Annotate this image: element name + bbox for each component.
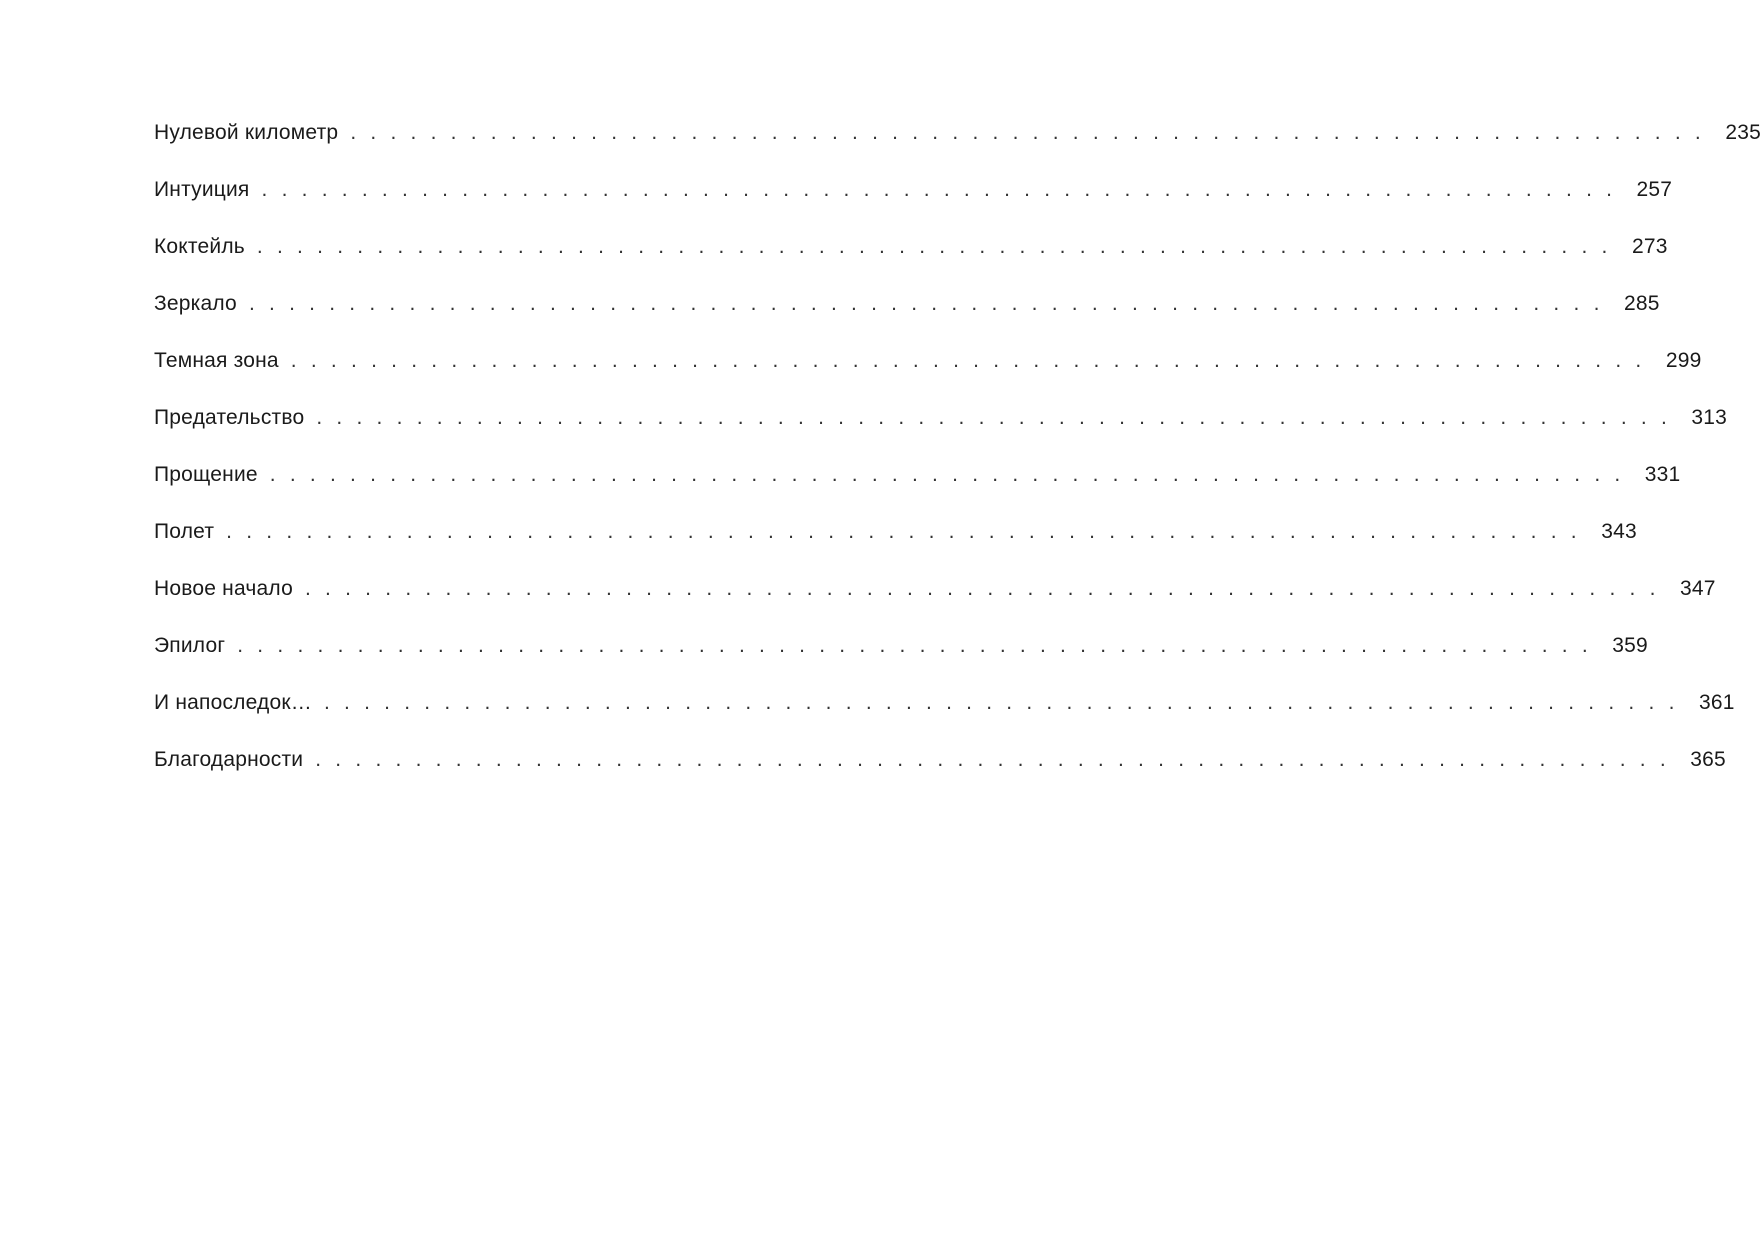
toc-entry-page-number: 359 <box>1612 634 1648 657</box>
toc-entry-page-number: 257 <box>1636 178 1673 201</box>
toc-entry-page-number: 361 <box>1698 691 1735 714</box>
toc-entry <box>154 688 1735 745</box>
toc-entry <box>154 745 1726 802</box>
toc-entry-title: Полет <box>154 520 215 543</box>
toc-entry-page-number: 343 <box>1601 520 1637 543</box>
toc-entry <box>154 631 1648 688</box>
toc-entry <box>154 232 1668 289</box>
toc-entry-page-number: 235 <box>1725 121 1761 144</box>
dot-leader: . . . . . . . . . . . . . . . . . . . . . . . . . . . . . . . . . . . . . . . . . . . . . . . . . . . . . . . . . . . . . . . . . . . . <box>290 349 1646 372</box>
dot-leader: . . . . . . . . . . . . . . . . . . . . . . . . . . . . . . . . . . . . . . . . . . . . . . . . . . . . . . . . . . . . . . . . . . . . <box>261 178 1617 201</box>
toc-entry-title: Нулевой километр <box>154 121 339 144</box>
toc-entry-title: Прощение <box>154 463 258 486</box>
toc-entry-page-number: 331 <box>1644 463 1681 486</box>
toc-entry-title: Интуиция <box>154 178 250 201</box>
toc-entry <box>154 460 1681 517</box>
dot-leader: . . . . . . . . . . . . . . . . . . . . . . . . . . . . . . . . . . . . . . . . . . . . . . . . . . . . . . . . . . . . . . . . . . . . <box>256 235 1612 258</box>
toc-entry-title: Темная зона <box>154 349 279 372</box>
toc-entry <box>154 403 1727 460</box>
toc-entry-title: Коктейль <box>154 235 245 258</box>
toc-entry-page-number: 273 <box>1631 235 1668 258</box>
toc-entry <box>154 517 1637 574</box>
dot-leader: . . . . . . . . . . . . . . . . . . . . . . . . . . . . . . . . . . . . . . . . . . . . . . . . . . . . . . . . . . . . . . . . . . . . <box>248 292 1604 315</box>
dot-leader: . . . . . . . . . . . . . . . . . . . . . . . . . . . . . . . . . . . . . . . . . . . . . . . . . . . . . . . . . . . . . . . . . . . . <box>323 691 1679 714</box>
toc-entry-page-number: 365 <box>1690 748 1726 771</box>
toc-entry-title: Предательство <box>154 406 305 429</box>
toc-entry-title: Благодарности <box>154 748 304 771</box>
dot-leader: . . . . . . . . . . . . . . . . . . . . . . . . . . . . . . . . . . . . . . . . . . . . . . . . . . . . . . . . . . . . . . . . . . . . <box>237 634 1592 657</box>
dot-leader: . . . . . . . . . . . . . . . . . . . . . . . . . . . . . . . . . . . . . . . . . . . . . . . . . . . . . . . . . . . . . . . . . . . . <box>226 520 1581 543</box>
table-of-contents <box>154 118 1761 802</box>
toc-entry <box>154 346 1702 403</box>
toc-entry <box>154 574 1716 631</box>
toc-entry <box>154 175 1673 232</box>
toc-entry <box>154 118 1761 175</box>
dot-leader: . . . . . . . . . . . . . . . . . . . . . . . . . . . . . . . . . . . . . . . . . . . . . . . . . . . . . . . . . . . . . . . . . . . . <box>315 748 1670 771</box>
toc-entry-page-number: 285 <box>1623 292 1660 315</box>
toc-entry-title: И напоследок… <box>154 691 312 714</box>
dot-leader: . . . . . . . . . . . . . . . . . . . . . . . . . . . . . . . . . . . . . . . . . . . . . . . . . . . . . . . . . . . . . . . . . . . . <box>316 406 1671 429</box>
dot-leader: . . . . . . . . . . . . . . . . . . . . . . . . . . . . . . . . . . . . . . . . . . . . . . . . . . . . . . . . . . . . . . . . . . . . <box>269 463 1625 486</box>
toc-entry-page-number: 299 <box>1665 349 1702 372</box>
toc-entry-page-number: 313 <box>1691 406 1727 429</box>
toc-entry-page-number: 347 <box>1679 577 1716 600</box>
toc-entry <box>154 289 1660 346</box>
dot-leader: . . . . . . . . . . . . . . . . . . . . . . . . . . . . . . . . . . . . . . . . . . . . . . . . . . . . . . . . . . . . . . . . . . . . <box>350 121 1705 144</box>
toc-entry-title: Новое начало <box>154 577 293 600</box>
toc-entry-title: Зеркало <box>154 292 237 315</box>
toc-entry-title: Эпилог <box>154 634 226 657</box>
dot-leader: . . . . . . . . . . . . . . . . . . . . . . . . . . . . . . . . . . . . . . . . . . . . . . . . . . . . . . . . . . . . . . . . . . . . <box>304 577 1660 600</box>
